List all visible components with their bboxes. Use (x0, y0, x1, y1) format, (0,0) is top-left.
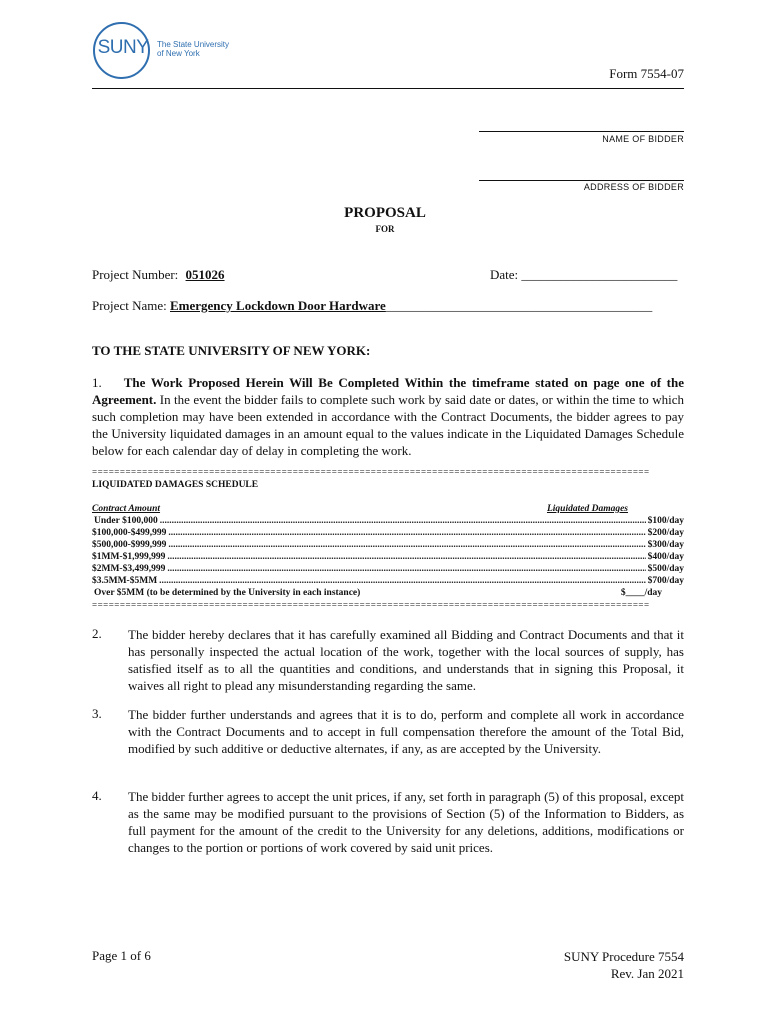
date-field[interactable]: Date: ________________________ (490, 267, 678, 282)
page-number: Page 1 of 6 (92, 948, 151, 963)
form-number: Form 7554-07 (609, 66, 684, 81)
paragraph-1: 1. The Work Proposed Herein Will Be Completed Within the timeframe stated on page one of the Agreement. In the event the bidder fails to complete such work by said date or dates, or within the time to which such completion may have been extended in accordance with the Contract Documents, the bidder agrees to pay the University liquidated damages in an amount equal to the values indicate in the Liquidated Damages Schedule below for each calendar day of delay in completing the work. (92, 375, 684, 458)
paragraph-3: The bidder further understands and agrees that it is to do, perform and complete all work in accordance with the Contract Documents and to accept in full compensation therefore the amount of the Total Bid, modified by such additive or deductive alternates, if any, as are accepted by the University. (128, 707, 684, 756)
paragraph-4-number: 4. (92, 788, 102, 803)
bidder-name-label: NAME OF BIDDER (602, 134, 684, 144)
paragraph-2-number: 2. (92, 626, 102, 641)
paragraph-4: The bidder further agrees to accept the unit prices, if any, set forth in paragraph (5) of this proposal, except as the same may be modified pursuant to the provisions of Section (5) of the Information to Bidders, as full payment for the amount of the credit to the University for any deletions, additions, modifications or changes to the portion or portions of work covered by said unit prices. (128, 789, 684, 855)
schedule-row: $3.5MM-$5MM ..... $700/day (92, 575, 684, 587)
header-rule (92, 88, 684, 89)
addressee: TO THE STATE UNIVERSITY OF NEW YORK: (92, 343, 371, 358)
schedule-row-last: Over $5MM (to be determined by the University in each instance) $____/day (94, 588, 662, 598)
page-title: PROPOSAL (344, 205, 426, 221)
bidder-address-label: ADDRESS OF BIDDER (583, 182, 684, 192)
paragraph-3-number: 3. (92, 706, 102, 721)
bidder-name-line[interactable] (479, 131, 684, 132)
schedule-title: LIQUIDATED DAMAGES SCHEDULE (92, 480, 259, 490)
schedule-row: $1MM-$1,999,999 ..... $400/day (92, 551, 684, 563)
separator-top: ==================================================================================================== (92, 467, 650, 477)
schedule-row: $500,000-$999,999 ..... $300/day (92, 539, 684, 551)
schedule-row: Under $100,000 ..... $100/day (92, 515, 684, 527)
schedule-row: $2MM-$3,499,999 ..... $500/day (92, 563, 684, 575)
schedule-row: $100,000-$499,999 ..... $200/day (92, 527, 684, 539)
paragraph-2: The bidder hereby declares that it has carefully examined all Bidding and Contract Documents and that it has personally inspected the actual location of the work, together with the local sources of supply, has satisfied itself as to all the quantities and conditions, and understands that in signing this Proposal, it waives all right to plead any misunderstanding regarding the same. (128, 627, 684, 693)
schedule-header: Contract Amount Liquidated Damages (92, 504, 628, 514)
page-subtitle: FOR (375, 224, 395, 234)
schedule-table (92, 515, 684, 599)
bidder-address-line[interactable] (479, 180, 684, 181)
project-number: Project Number: 051026 (92, 267, 225, 282)
suny-logo-subtitle: The State University of New York (157, 40, 230, 58)
separator-bottom: ==================================================================================================== (92, 600, 650, 610)
suny-logo-text: SUNY (97, 37, 149, 58)
footer-procedure: SUNY Procedure 7554 Rev. Jan 2021 (563, 949, 684, 981)
project-name: Project Name: Emergency Lockdown Door Hardware_________________________________________ (92, 298, 653, 313)
